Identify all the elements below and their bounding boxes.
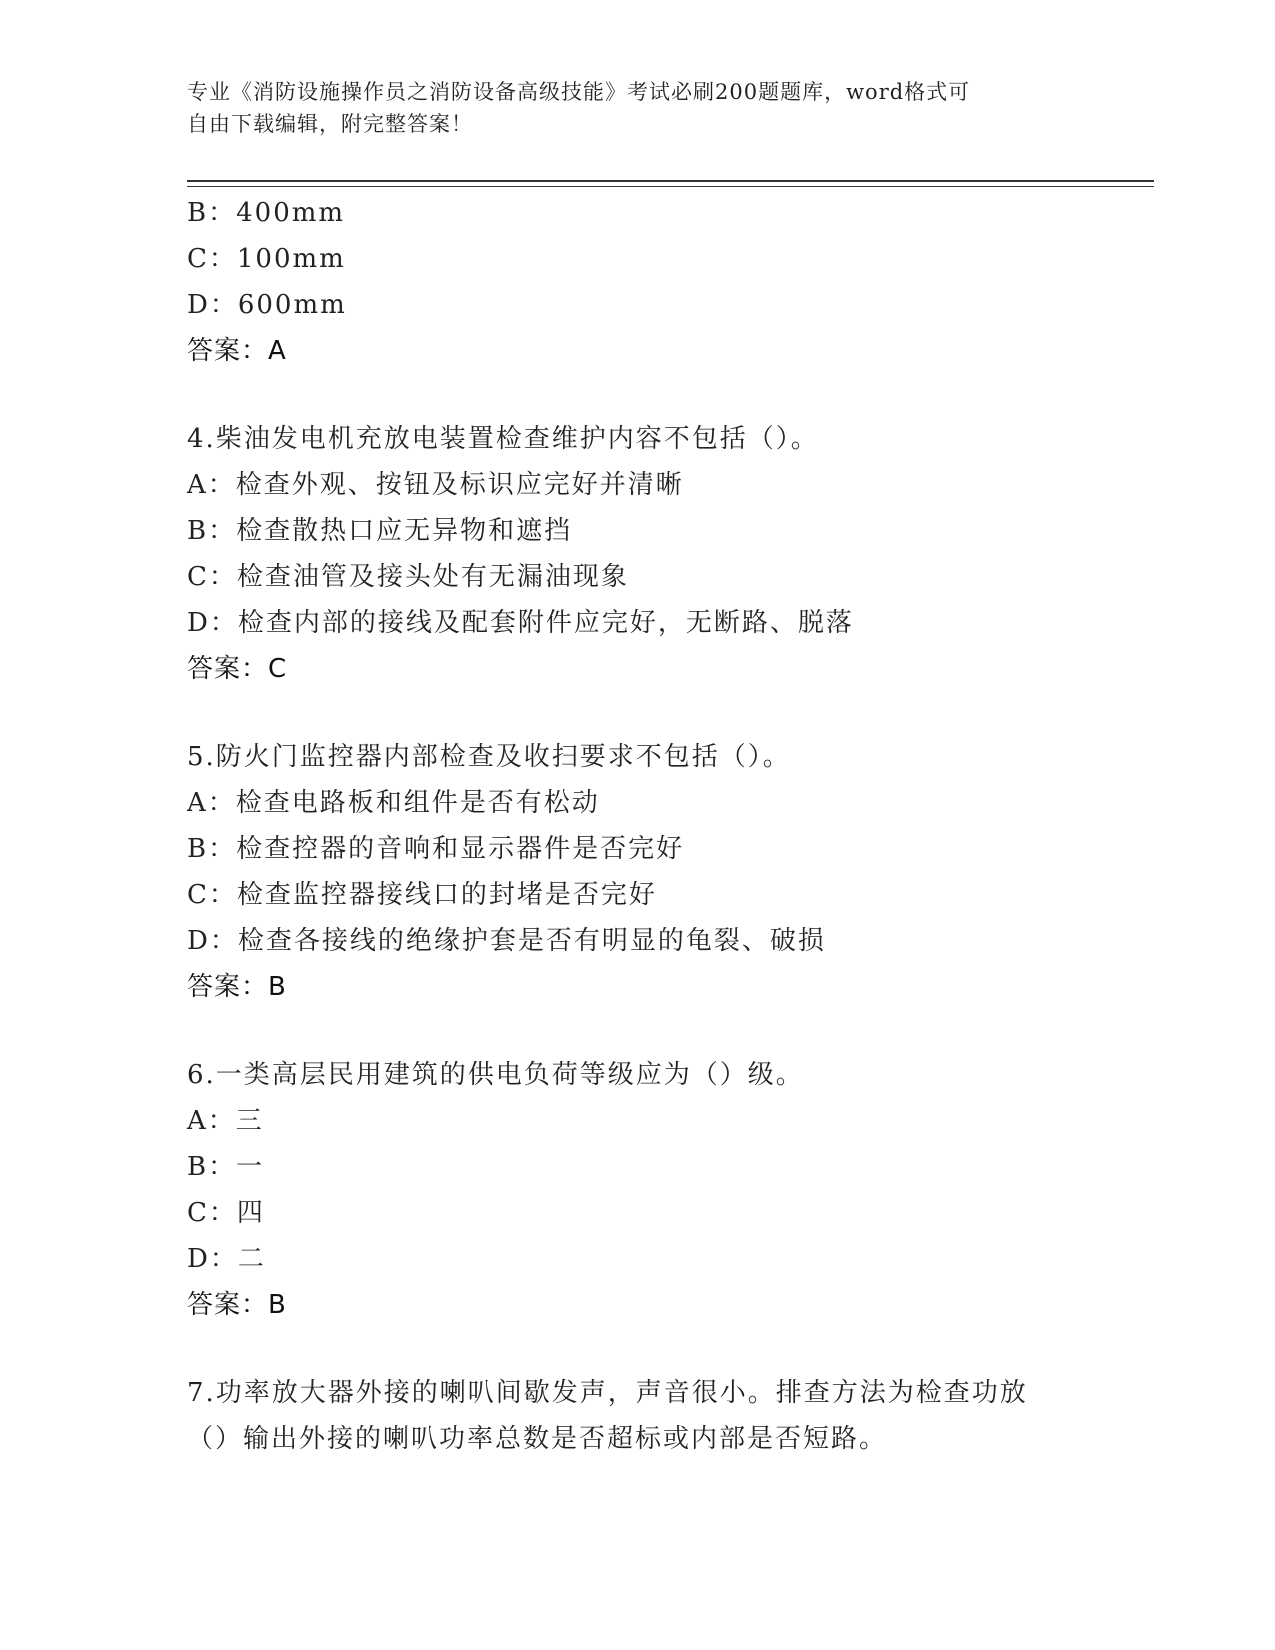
question-block bbox=[187, 1370, 1147, 1462]
question-stem: 4.柴油发电机充放电装置检查维护内容不包括（）。 bbox=[187, 424, 819, 454]
answer-line: 答案：A bbox=[187, 336, 287, 366]
option-b: B：检查散热口应无异物和遮挡 bbox=[187, 516, 573, 546]
option-b: B：检查控器的音响和显示器件是否完好 bbox=[187, 834, 685, 864]
spacer bbox=[187, 374, 1147, 416]
document-header bbox=[187, 76, 1087, 140]
option-a: A：三 bbox=[187, 1106, 264, 1136]
option-b: B：一 bbox=[187, 1152, 265, 1182]
spacer bbox=[187, 1010, 1147, 1052]
option-c: C：100mm bbox=[187, 244, 346, 274]
option-c: C：检查油管及接头处有无漏油现象 bbox=[187, 562, 629, 592]
option-d: D：检查各接线的绝缘护套是否有明显的龟裂、破损 bbox=[187, 926, 826, 956]
answer-line: 答案：B bbox=[187, 972, 287, 1002]
option-a: A：检查外观、按钮及标识应完好并清晰 bbox=[187, 470, 684, 500]
header-divider-thin bbox=[187, 186, 1154, 187]
option-d: D：检查内部的接线及配套附件应完好，无断路、脱落 bbox=[187, 608, 854, 638]
option-b: B：400mm bbox=[187, 198, 346, 228]
header-divider-thick bbox=[187, 180, 1154, 182]
option-a: A：检查电路板和组件是否有松动 bbox=[187, 788, 600, 818]
question-stem-continued: （）输出外接的喇叭功率总数是否超标或内部是否短路。 bbox=[187, 1424, 888, 1454]
question-list bbox=[187, 190, 1147, 1462]
spacer bbox=[187, 692, 1147, 734]
question-stem: 7.功率放大器外接的喇叭间歇发声，声音很小。排查方法为检查功放 bbox=[187, 1378, 1028, 1408]
question-block bbox=[187, 416, 1147, 692]
spacer bbox=[187, 1328, 1147, 1370]
answer-line: 答案：C bbox=[187, 654, 288, 684]
question-block-partial bbox=[187, 190, 1147, 374]
answer-line: 答案：B bbox=[187, 1290, 287, 1320]
header-line-2: 自由下载编辑，附完整答案！ bbox=[187, 112, 473, 136]
option-d: D：二 bbox=[187, 1244, 266, 1274]
question-block bbox=[187, 1052, 1147, 1328]
option-c: C：四 bbox=[187, 1198, 265, 1228]
option-c: C：检查监控器接线口的封堵是否完好 bbox=[187, 880, 657, 910]
question-stem: 5.防火门监控器内部检查及收扫要求不包括（）。 bbox=[187, 742, 791, 772]
question-block bbox=[187, 734, 1147, 1010]
header-line-1: 专业《消防设施操作员之消防设备高级技能》考试必刷200题题库，word格式可 bbox=[187, 80, 971, 104]
option-d: D：600mm bbox=[187, 290, 347, 320]
question-stem: 6.一类高层民用建筑的供电负荷等级应为（）级。 bbox=[187, 1060, 804, 1090]
